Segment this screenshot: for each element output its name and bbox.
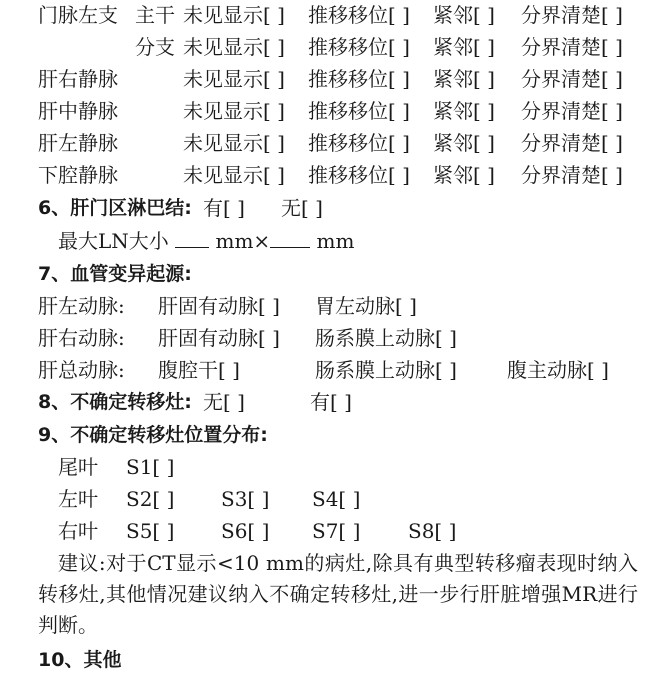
portal-sub-option-clear-boundary[interactable]: 分界清楚[ ] xyxy=(521,35,623,59)
portal-main-option-displaced[interactable]: 推移移位[ ] xyxy=(308,3,410,27)
portal-sub-branch-label: 分支 xyxy=(135,35,175,59)
left-lobe-label: 左叶 xyxy=(58,487,98,511)
right-hepatic-vein-label: 肝右静脉 xyxy=(38,67,118,91)
section-6-title: 6、肝门区淋巴结: xyxy=(38,197,192,219)
section-8-no-option[interactable]: 无[ ] xyxy=(203,390,245,414)
section-6-yes-option[interactable]: 有[ ] xyxy=(203,196,245,220)
segment-s5-option[interactable]: S5[ ] xyxy=(126,519,175,543)
middle-hepatic-vein-option-adjacent[interactable]: 紧邻[ ] xyxy=(433,99,495,123)
max-ln-size-label: 最大LN大小 xyxy=(58,229,169,253)
left-hepatic-vein-option-displaced[interactable]: 推移移位[ ] xyxy=(308,131,410,155)
segment-s3-option[interactable]: S3[ ] xyxy=(221,487,270,511)
middle-hepatic-vein-option-displaced[interactable]: 推移移位[ ] xyxy=(308,99,410,123)
section-9-title: 9、不确定转移灶位置分布: xyxy=(38,424,268,446)
segment-s6-option[interactable]: S6[ ] xyxy=(221,519,270,543)
section-8-yes-option[interactable]: 有[ ] xyxy=(310,390,352,414)
right-hepatic-vein-option-adjacent[interactable]: 紧邻[ ] xyxy=(433,67,495,91)
portal-left-label: 门脉左支 xyxy=(38,3,118,27)
portal-main-branch-label: 主干 xyxy=(135,3,175,27)
left-hepatic-artery-option-left-gastric[interactable]: 胃左动脉[ ] xyxy=(315,294,417,318)
max-ln-size-row xyxy=(58,229,354,253)
section-6-no-option[interactable]: 无[ ] xyxy=(281,196,323,220)
right-hepatic-vein-option-clear-boundary[interactable]: 分界清楚[ ] xyxy=(521,67,623,91)
portal-sub-option-displaced[interactable]: 推移移位[ ] xyxy=(308,35,410,59)
left-hepatic-artery-label: 肝左动脉: xyxy=(38,294,125,318)
middle-hepatic-vein-label: 肝中静脉 xyxy=(38,99,118,123)
section-8-title: 8、不确定转移灶: xyxy=(38,391,192,413)
common-hepatic-artery-option-sma[interactable]: 肠系膜上动脉[ ] xyxy=(315,358,457,382)
common-hepatic-artery-option-celiac[interactable]: 腹腔干[ ] xyxy=(158,358,240,382)
ln-size-unit-mm: mm xyxy=(316,229,355,253)
inferior-vena-cava-label: 下腔静脉 xyxy=(38,163,118,187)
middle-hepatic-vein-option-clear-boundary[interactable]: 分界清楚[ ] xyxy=(521,99,623,123)
left-hepatic-vein-option-not-shown[interactable]: 未见显示[ ] xyxy=(183,131,285,155)
segment-s4-option[interactable]: S4[ ] xyxy=(312,487,361,511)
ln-size-unit-times: mm× xyxy=(215,229,271,253)
portal-main-option-adjacent[interactable]: 紧邻[ ] xyxy=(433,3,495,27)
inferior-vena-cava-option-displaced[interactable]: 推移移位[ ] xyxy=(308,163,410,187)
right-lobe-label: 右叶 xyxy=(58,519,98,543)
segment-s7-option[interactable]: S7[ ] xyxy=(312,519,361,543)
right-hepatic-artery-label: 肝右动脉: xyxy=(38,326,125,350)
left-hepatic-vein-label: 肝左静脉 xyxy=(38,131,118,155)
ln-size-blank-2[interactable] xyxy=(270,231,310,248)
ln-size-blank-1[interactable] xyxy=(175,231,209,248)
portal-main-option-clear-boundary[interactable]: 分界清楚[ ] xyxy=(521,3,623,27)
segment-s8-option[interactable]: S8[ ] xyxy=(408,519,457,543)
right-hepatic-vein-option-not-shown[interactable]: 未见显示[ ] xyxy=(183,67,285,91)
inferior-vena-cava-option-clear-boundary[interactable]: 分界清楚[ ] xyxy=(521,163,623,187)
section-7-title: 7、血管变异起源: xyxy=(38,263,192,285)
inferior-vena-cava-option-adjacent[interactable]: 紧邻[ ] xyxy=(433,163,495,187)
common-hepatic-artery-label: 肝总动脉: xyxy=(38,358,125,382)
advice-paragraph: 建议:对于CT显示<10 mm的病灶,除具有典型转移瘤表现时纳入转移灶,其他情况建议纳入不确定转移灶,进一步行肝脏增强MR进行判断。 xyxy=(38,551,638,637)
segment-s1-option[interactable]: S1[ ] xyxy=(126,455,175,479)
portal-sub-option-adjacent[interactable]: 紧邻[ ] xyxy=(433,35,495,59)
portal-main-option-not-shown[interactable]: 未见显示[ ] xyxy=(183,3,285,27)
left-hepatic-artery-option-proper[interactable]: 肝固有动脉[ ] xyxy=(158,294,280,318)
caudate-lobe-label: 尾叶 xyxy=(58,455,98,479)
segment-s2-option[interactable]: S2[ ] xyxy=(126,487,175,511)
inferior-vena-cava-option-not-shown[interactable]: 未见显示[ ] xyxy=(183,163,285,187)
section-10-title: 10、其他 xyxy=(38,649,122,671)
left-hepatic-vein-option-clear-boundary[interactable]: 分界清楚[ ] xyxy=(521,131,623,155)
middle-hepatic-vein-option-not-shown[interactable]: 未见显示[ ] xyxy=(183,99,285,123)
left-hepatic-vein-option-adjacent[interactable]: 紧邻[ ] xyxy=(433,131,495,155)
portal-sub-option-not-shown[interactable]: 未见显示[ ] xyxy=(183,35,285,59)
common-hepatic-artery-option-aorta[interactable]: 腹主动脉[ ] xyxy=(507,358,609,382)
right-hepatic-artery-option-proper[interactable]: 肝固有动脉[ ] xyxy=(158,326,280,350)
right-hepatic-vein-option-displaced[interactable]: 推移移位[ ] xyxy=(308,67,410,91)
right-hepatic-artery-option-sma[interactable]: 肠系膜上动脉[ ] xyxy=(315,326,457,350)
